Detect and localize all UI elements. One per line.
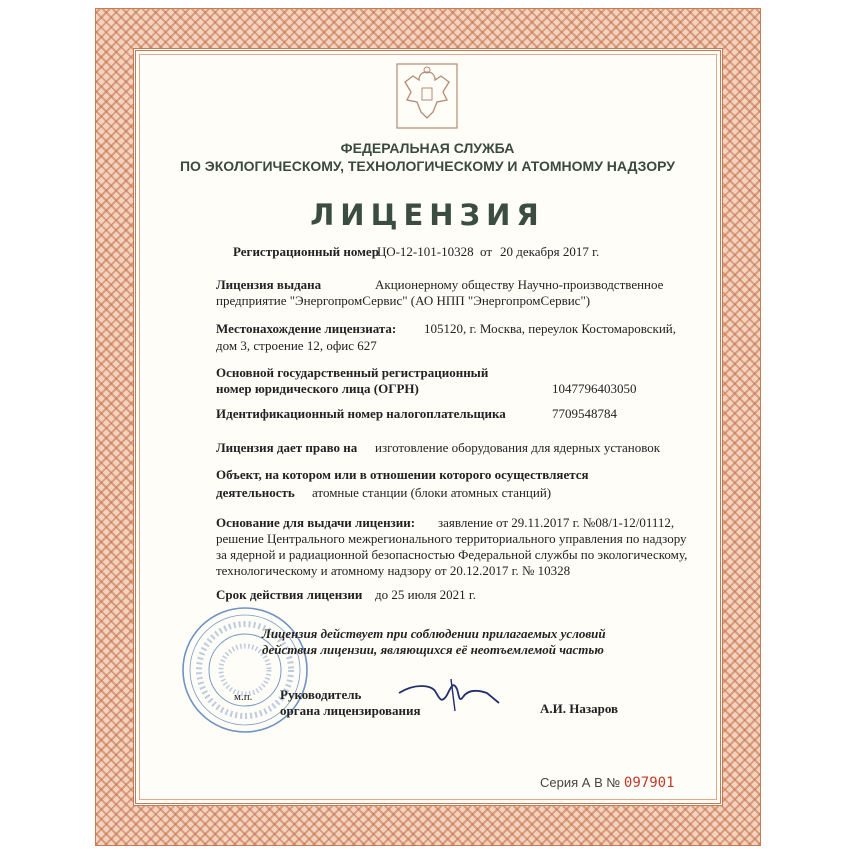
signer-role-line1: Руководитель [280,687,362,702]
object-label-line2: деятельность [216,485,295,500]
coat-of-arms-icon [395,62,459,130]
location-label: Местонахождение лицензиата: [216,321,397,336]
signer-role-line2: органа лицензирования [280,703,421,718]
serial-series: А В № [581,775,621,790]
document-title: ЛИЦЕНЗИЯ [310,198,545,232]
issued-to-line1: Акционерному обществу Научно-производственное [375,277,664,292]
seal-place-label: м.п. [234,691,253,703]
inn-value: 7709548784 [552,406,617,421]
agency-name-line1: ФЕДЕРАЛЬНАЯ СЛУЖБА [340,140,515,156]
registration-number: ЦО-12-101-10328 [377,244,474,259]
basis-line4: технологическому и атомному надзору от 20.12.2017 г. № 10328 [216,563,571,578]
registration-from: от [480,244,493,259]
issued-to-line2: предприятие "ЭнергопромСервис" (АО НПП "ЭнергопромСервис") [216,293,591,308]
basis-line3: за ядерной и радиационной безопасностью Федеральной службы по экологическому, [216,547,688,562]
signer-name: А.И. Назаров [540,701,619,716]
conditions-line1: Лицензия действует при соблюдении прилагаемых условий [262,626,606,641]
issued-to-label: Лицензия выдана [216,277,322,292]
object-label-line1: Объект, на котором или в отношении которого осуществляется [216,467,589,482]
inn-label: Идентификационный номер налогоплательщика [216,406,506,421]
registration-date: 20 декабря 2017 г. [500,244,600,259]
agency-name-line2: ПО ЭКОЛОГИЧЕСКОМУ, ТЕХНОЛОГИЧЕСКОМУ И АТОМНОМУ НАДЗОРУ [179,158,676,174]
location-line2: дом 3, строение 12, офис 627 [216,338,377,353]
basis-label: Основание для выдачи лицензии: [216,515,416,530]
basis-line2: решение Центрального межрегионального территориального управления по надзору [216,531,687,546]
ogrn-label-line2: номер юридического лица (ОГРН) [216,381,419,396]
right-value: изготовление оборудования для ядерных установок [375,440,661,455]
object-value: атомные станции (блоки атомных станций) [312,485,552,500]
serial-label: Серия [540,775,579,790]
ogrn-value: 1047796403050 [552,381,637,396]
right-label: Лицензия дает право на [216,440,358,455]
validity-value: до 25 июля 2021 г. [375,587,477,602]
location-line1: 105120, г. Москва, переулок Костомаровский, [424,321,677,336]
ogrn-label-line1: Основной государственный регистрационный [216,365,489,380]
registration-label: Регистрационный номер [233,244,379,259]
conditions-line2: действия лицензии, являющихся её неотъемлемой частью [262,642,604,657]
basis-line1: заявление от 29.11.2017 г. №08/1-12/01112, [438,515,675,530]
validity-label: Срок действия лицензии [216,587,363,602]
serial-number [540,775,675,791]
handwritten-signature [395,675,505,715]
serial-digits: 097901 [623,775,675,791]
